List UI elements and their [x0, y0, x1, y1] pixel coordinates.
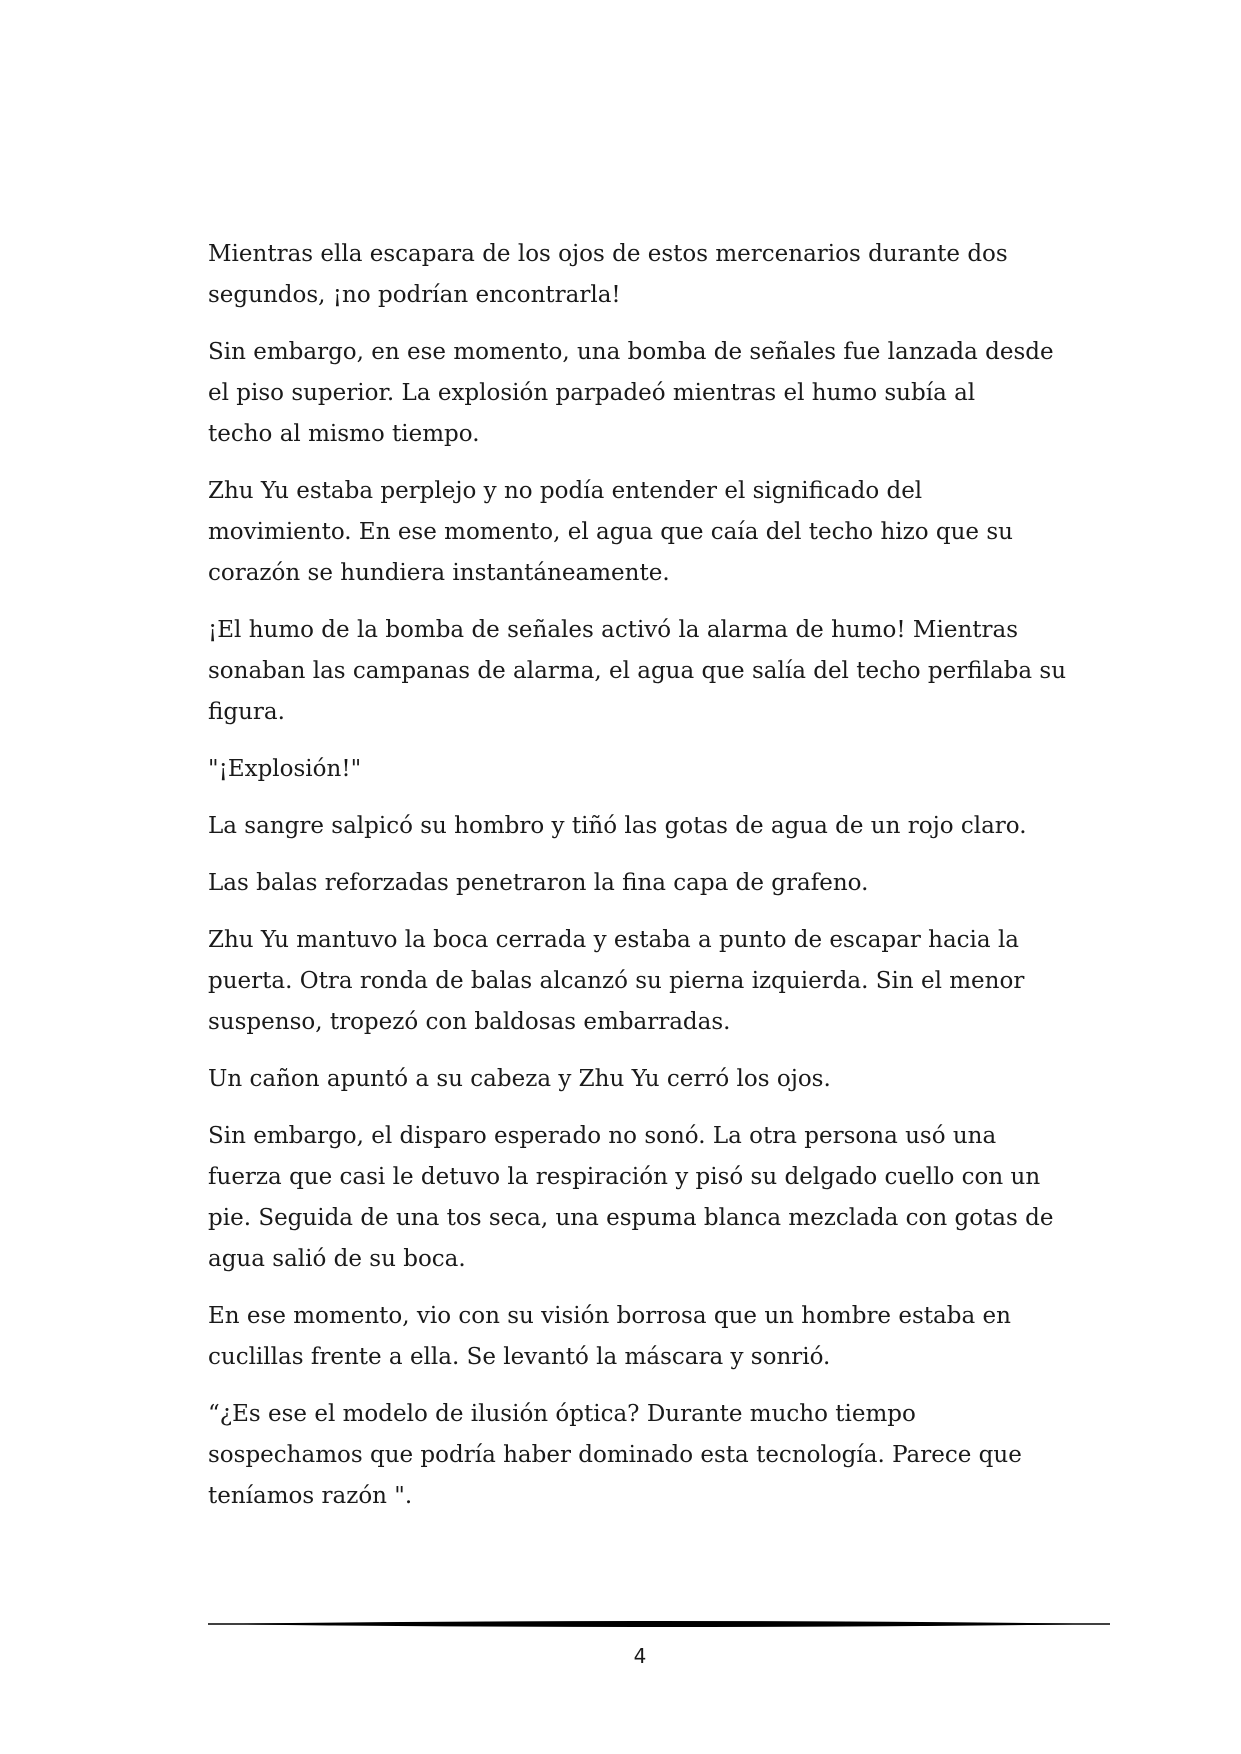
paragraph [208, 1296, 1076, 1378]
text-line: Las balas reforzadas penetraron la fina capa de grafeno. [208, 870, 869, 896]
body-text [208, 234, 1076, 1533]
text-line: Zhu Yu estaba perplejo y no podía entender el significado del [208, 478, 923, 504]
text-line: La sangre salpicó su hombro y tiñó las gotas de agua de un rojo claro. [208, 813, 1027, 839]
paragraph [208, 471, 1076, 594]
text-line: Un cañon apuntó a su cabeza y Zhu Yu cerró los ojos. [208, 1066, 831, 1092]
text-line: pie. Seguida de una tos seca, una espuma blanca mezclada con gotas de [208, 1205, 1054, 1231]
text-line: suspenso, tropezó con baldosas embarradas. [208, 1009, 731, 1035]
text-line: figura. [208, 699, 285, 725]
text-line: segundos, ¡no podrían encontrarla! [208, 282, 621, 308]
text-line: Mientras ella escapara de los ojos de estos mercenarios durante dos [208, 241, 1008, 267]
text-line: teníamos razón ". [208, 1483, 413, 1509]
text-line: En ese momento, vio con su visión borrosa que un hombre estaba en [208, 1303, 1011, 1329]
text-line: corazón se hundiera instantáneamente. [208, 560, 670, 586]
paragraph [208, 749, 1076, 790]
paragraph [208, 863, 1076, 904]
text-line: Sin embargo, en ese momento, una bomba de señales fue lanzada desde [208, 339, 1054, 365]
paragraph [208, 610, 1076, 733]
text-line: ¡El humo de la bomba de señales activó la alarma de humo! Mientras [208, 617, 1019, 643]
text-line: sonaban las campanas de alarma, el agua que salía del techo perfilaba su [208, 658, 1067, 684]
footer-divider [208, 1618, 1110, 1630]
paragraph [208, 234, 1076, 316]
text-line: "¡Explosión!" [208, 756, 362, 782]
text-line: fuerza que casi le detuvo la respiración y pisó su delgado cuello con un [208, 1164, 1041, 1190]
text-line: techo al mismo tiempo. [208, 421, 480, 447]
text-line: sospechamos que podría haber dominado esta tecnología. Parece que [208, 1442, 1022, 1468]
text-line: “¿Es ese el modelo de ilusión óptica? Durante mucho tiempo [208, 1401, 916, 1427]
text-line: Zhu Yu mantuvo la boca cerrada y estaba a punto de escapar hacia la [208, 927, 1020, 953]
text-line: agua salió de su boca. [208, 1246, 466, 1272]
text-line: movimiento. En ese momento, el agua que caía del techo hizo que su [208, 519, 1013, 545]
text-line: cuclillas frente a ella. Se levantó la máscara y sonrió. [208, 1344, 831, 1370]
paragraph [208, 1059, 1076, 1100]
paragraph [208, 806, 1076, 847]
page-number: 4 [633, 1644, 647, 1668]
paragraph [208, 920, 1076, 1043]
text-line: Sin embargo, el disparo esperado no sonó. La otra persona usó una [208, 1123, 997, 1149]
paragraph [208, 1116, 1076, 1280]
paragraph [208, 1394, 1076, 1517]
paragraph [208, 332, 1076, 455]
text-line: puerta. Otra ronda de balas alcanzó su pierna izquierda. Sin el menor [208, 968, 1025, 994]
text-line: el piso superior. La explosión parpadeó mientras el humo subía al [208, 380, 976, 406]
